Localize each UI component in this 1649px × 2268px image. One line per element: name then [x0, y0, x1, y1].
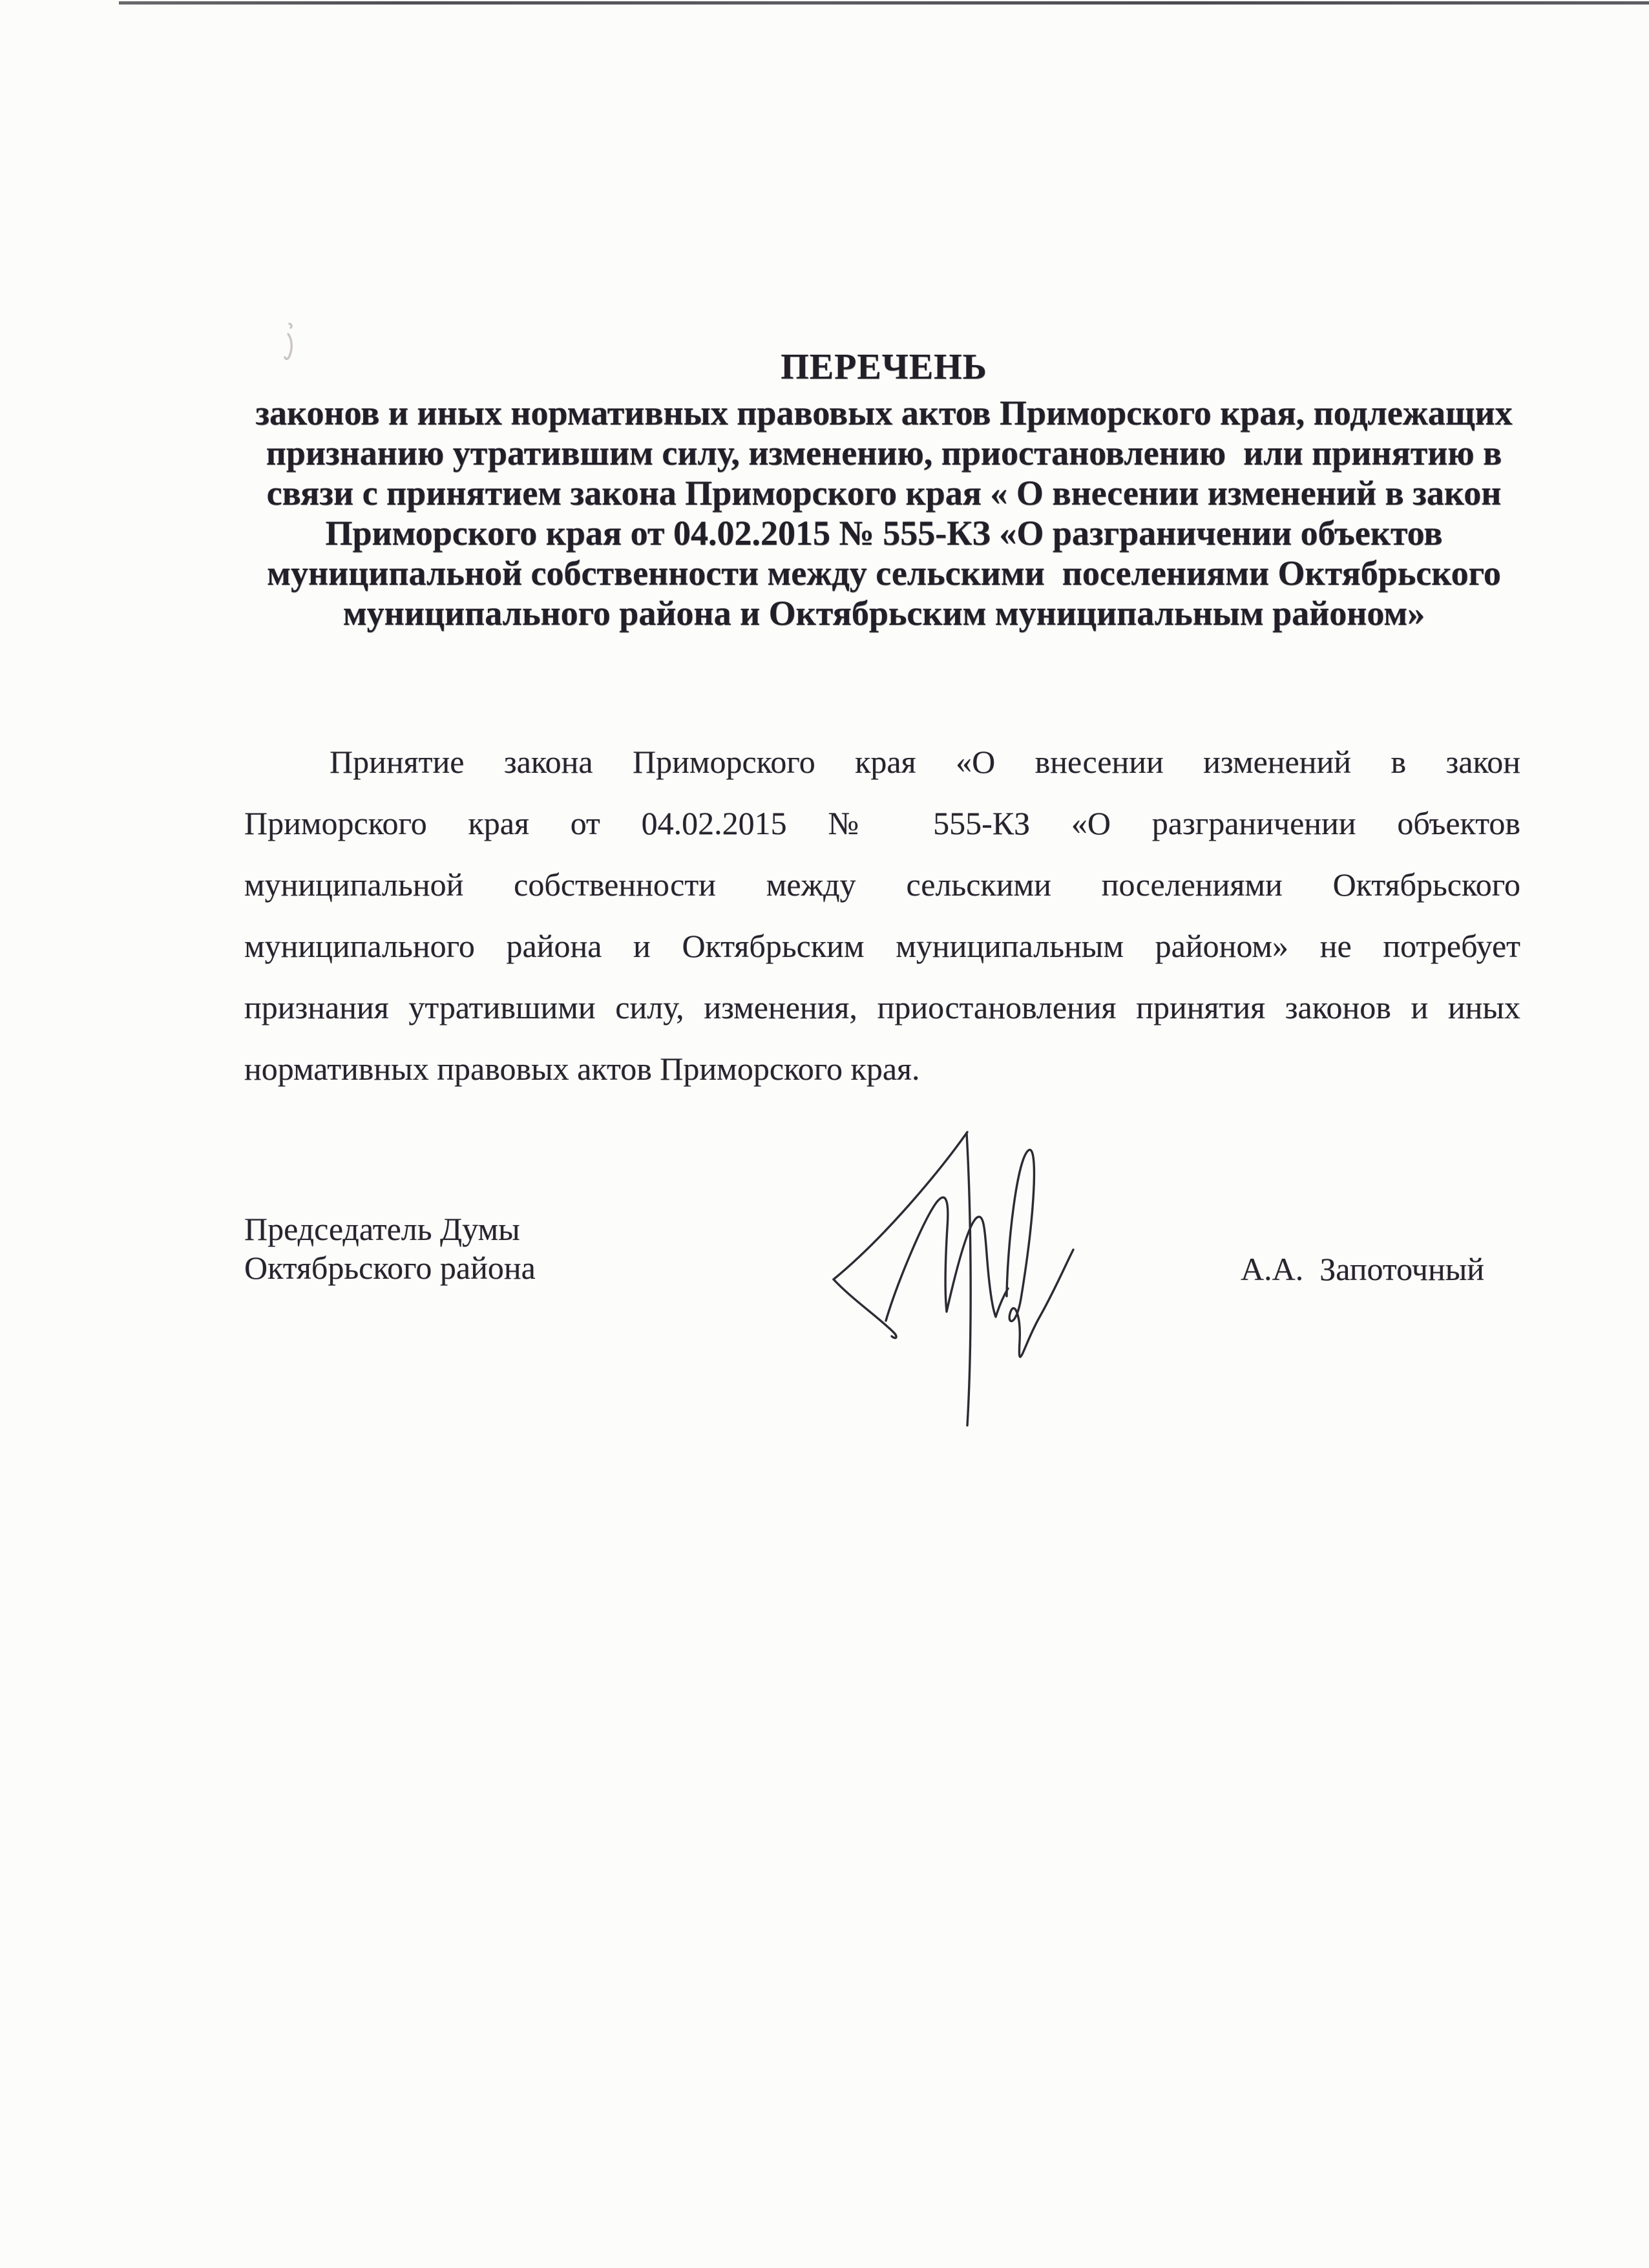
header-subtitle-line: Приморского края от 04.02.2015 № 555-КЗ «О разграничении объектов: [325, 514, 1443, 552]
document-header: [244, 348, 1524, 633]
handwritten-signature-mark: [793, 1123, 1117, 1433]
header-subtitle-line: муниципальной собственности между сельскими поселениями Октябрьского: [267, 554, 1501, 593]
header-subtitle: [244, 393, 1524, 633]
signatory-position: [244, 1210, 536, 1287]
signatory-position-line: Октябрьского района: [244, 1250, 536, 1286]
body-paragraph: [244, 731, 1520, 1100]
body-line: муниципальной собственности между сельскими поселениями Октябрьского: [244, 866, 1520, 903]
header-subtitle-line: законов и иных нормативных правовых актов Приморского края, подлежащих: [255, 394, 1513, 432]
signatory-position-line: Председатель Думы: [244, 1211, 520, 1247]
header-subtitle-line: связи с принятием закона Приморского края « О внесении изменений в закон: [266, 474, 1502, 512]
body-line: муниципального района и Октябрьским муниципальным районом» не потребует: [244, 928, 1520, 964]
page-title: ПЕРЕЧЕНЬ: [781, 347, 987, 387]
header-subtitle-line: муниципального района и Октябрьским муниципальным районом»: [342, 594, 1425, 633]
body-line: Приморского края от 04.02.2015 № 555-КЗ «О разграничении объектов: [244, 805, 1520, 841]
body-line: нормативных правовых актов Приморского края.: [244, 1051, 920, 1087]
body-line: признания утратившими силу, изменения, приостановления принятия законов и иных: [244, 989, 1520, 1025]
scanner-edge-artifact: [119, 1, 1649, 5]
header-subtitle-line: признанию утратившим силу, изменению, приостановлению или принятию в: [266, 434, 1502, 472]
body-line: Принятие закона Приморского края «О внесении изменений в закон: [330, 744, 1520, 780]
signatory-name: А.А. Запоточный: [1241, 1251, 1485, 1287]
